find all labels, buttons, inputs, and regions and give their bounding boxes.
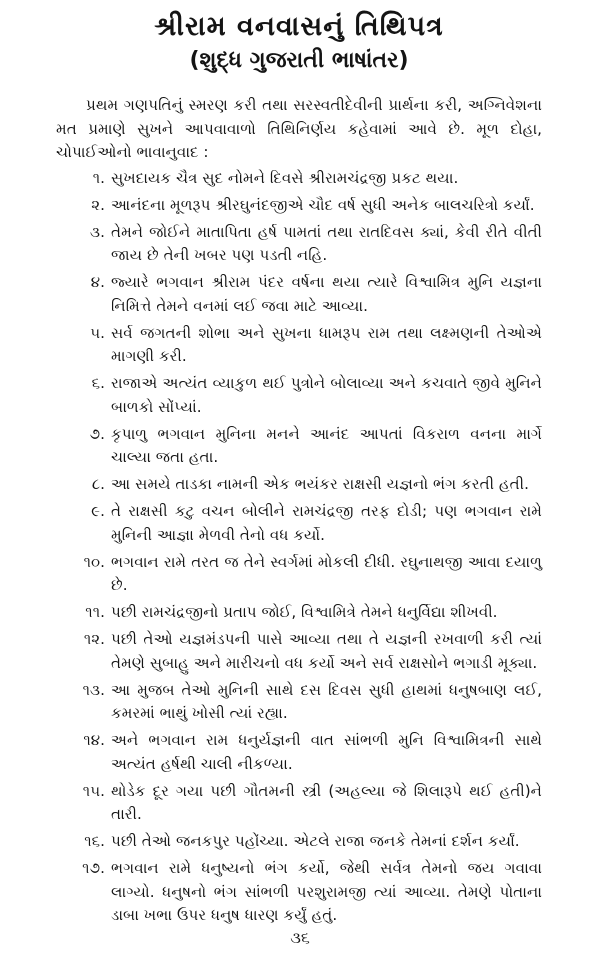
list-item [56, 473, 542, 497]
list-item [56, 679, 542, 726]
item-text: કૃપાળુ ભગવાન મુનિના મનને આનંદ આપતાં વિકરાળ વનના માર્ગે ચાલ્યા જતા હતા. [111, 424, 542, 466]
intro-paragraph: પ્રથમ ગણપતિનું સ્મરણ કરી તથા સરસ્વતીદેવીની પ્રાર્થના કરી, અગ્નિવેશના મત પ્રમાણે સુખને આપવાવાળો તિથિનિર્ણય કહેવામાં આવે છે. મૂળ દોહા, ચોપાઈઓનો ભાવાનુવાદ : [56, 96, 542, 161]
page-number: ૩૬ [290, 928, 310, 947]
page-title: શ્રીરામ વનવાસનું તિથિપત્ર [154, 11, 444, 42]
item-number: ૧૬. [84, 832, 105, 850]
item-number: ૬. [91, 374, 105, 392]
item-text: રાજાએ અત્યંત વ્યાકુળ થઈ પુત્રોને બોલાવ્યા અને કચવાતે જીવે મુનિને બાળકો સોંપ્યાં. [111, 374, 542, 416]
item-number: ૫. [90, 323, 105, 342]
item-number: ૧૩. [82, 680, 105, 699]
item-text: થોડેક દૂર ગયા પછી ગૌતમની સ્ત્રી (અહલ્યા જે શિલારૂપે થઈ હતી)ને તારી. [111, 781, 542, 823]
item-text: પછી રામચંદ્રજીનો પ્રતાપ જોઈ, વિશ્વામિત્રે તેમને ધનુર્વિદ્યા શીખવી. [111, 603, 498, 621]
item-text: અને ભગવાન રામ ધનુર્યજ્ઞની વાત સાંભળી મુનિ વિશ્વામિત્રની સાથે અત્યંત હર્ષથી ચાલી નીકળ્યા. [111, 731, 542, 773]
item-text: આ મુજબ તેઓ મુનિની સાથે દસ દિવસ સુધી હાથમાં ધનુષબાણ લઈ, કમરમાં ભાથું ખોસી ત્યાં રહ્યા. [111, 680, 542, 722]
item-text: તેમને જોઈને માતાપિતા હર્ષ પામતાં તથા રાતદિવસ ક્યાં, કેવી રીતે વીતી જાય છે તેની ખબર પણ પડતી નહિ. [111, 222, 542, 264]
list-item [56, 372, 542, 419]
list-item [56, 167, 542, 191]
list-item [56, 271, 542, 318]
item-text: આ સમયે તાડકા નામની એક ભયંકર રાક્ષસી યજ્ઞનો ભંગ કરતી હતી. [111, 475, 529, 493]
item-number: ૩. [90, 222, 105, 241]
item-number: ૮. [91, 475, 105, 493]
item-text: તે રાક્ષસી કટુ વચન બોલીને રામચંદ્રજી તરફ દોડી; પણ ભગવાન રામે મુનિની આજ્ઞા મેળવી તેનો વધ કર્યો. [111, 502, 542, 544]
list-item [56, 500, 542, 547]
item-number: ૧. [92, 168, 105, 187]
list-item [56, 729, 542, 776]
list-item [56, 780, 542, 827]
item-number: ૧૭. [82, 859, 105, 877]
item-text: સર્વ જગતની શોભા અને સુખના ધામરૂપ રામ તથા લક્ષ્મણની તેઓએ માગણી કરી. [111, 323, 542, 365]
item-number: ૯. [91, 502, 105, 520]
item-number: ૨. [91, 195, 105, 214]
list-item [56, 194, 542, 218]
list-item [56, 830, 542, 854]
list-item [56, 857, 542, 928]
item-text: પછી તેઓ જનકપુર પહોંચ્યા. એટલે રાજા જનકે તેમનાં દર્શન કર્યાં. [111, 832, 520, 850]
item-text: પછી તેઓ યજ્ઞમંડપની પાસે આવ્યા તથા તે યજ્ઞની રખવાળી કરી ત્યાં તેમણે સુબાહુ અને મારીચનો વધ કર્યો અને સર્વ રાક્ષસોને ભગાડી મૂક્યા. [111, 630, 542, 672]
list-item [56, 322, 542, 369]
item-number: ૪. [90, 273, 105, 291]
list-item [56, 551, 542, 598]
item-number: ૧૧. [85, 603, 105, 621]
item-number: ૧૪. [83, 731, 105, 749]
date-list [56, 167, 542, 928]
page-subtitle: (શુદ્ધ ગુજરાતી ભાષાંતર) [189, 48, 409, 73]
list-item [56, 221, 542, 268]
list-item [56, 423, 542, 470]
item-text: આનંદના મૂળરૂપ શ્રીરઘુનંદજીએ ચૌદ વર્ષ સુધી અનેક બાલચરિત્રો કર્યાં. [111, 195, 535, 214]
item-text: ભગવાન રામે તરત જ તેને સ્વર્ગમાં મોકલી દીધી. રઘુનાથજી આવા દયાળુ છે. [111, 552, 542, 594]
item-number: ૭. [89, 424, 105, 443]
item-number: ૧૨. [83, 630, 105, 648]
list-item [56, 628, 542, 675]
item-text: સુખદાયક ચૈત્ર સુદ નોમને દિવસે શ્રીરામચંદ્રજી પ્રકટ થયા. [111, 168, 459, 187]
item-number: ૧૦. [83, 552, 105, 571]
item-text: જ્યારે ભગવાન શ્રીરામ પંદર વર્ષના થયા ત્યારે વિશ્વામિત્ર મુનિ યજ્ઞના નિમિત્તે તેમને વનમાં લઈ જવા માટે આવ્યા. [111, 273, 542, 315]
list-item [56, 601, 542, 625]
item-text: ભગવાન રામે ધનુષ્યનો ભંગ કર્યો, જેથી સર્વત્ર તેમનો જય ગવાવા લાગ્યો. ધનુષનો ભંગ સાંભળી પરશુરામજી ત્યાં આવ્યા. તેમણે પોતાના ડાબા ખભા ઉપર ધનુષ ધારણ કર્યું હતું. [111, 859, 542, 924]
item-number: ૧૫. [82, 781, 105, 800]
